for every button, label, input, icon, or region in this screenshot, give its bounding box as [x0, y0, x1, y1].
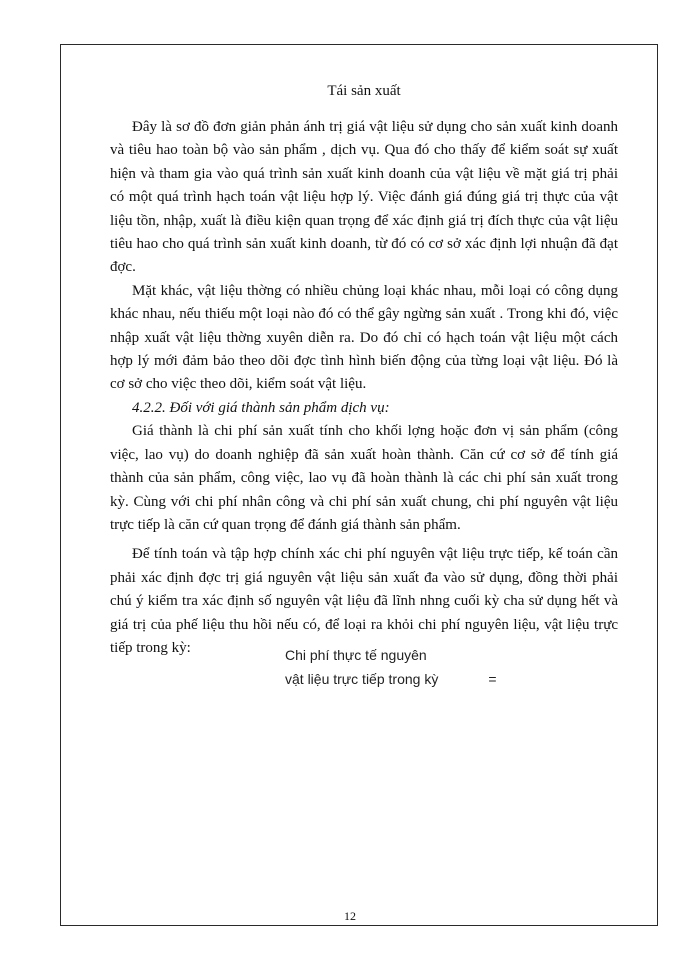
section-heading: Tái sản xuất — [327, 83, 401, 99]
formula-line-1: Chi phí thực tế nguyên — [285, 647, 427, 663]
formula-equals: = — [488, 671, 497, 687]
paragraph-1: Đây là sơ đồ đơn giản phản ánh trị giá vật liệu sử dụng cho sản xuất kinh doanh và tiêu hao toàn bộ vào sản phẩm , dịch vụ. Qua đó cho thấy để kiểm soát sự xuất hiện và tham gia vào quá trình sản xuất kinh doanh của vật liệu về mặt giá trị phải có một quá trình hạch toán vật liệu hợp lý. Việc đánh giá đúng giá trị thực của vật liệu tồn, nhập, xuất là điều kiện quan trọng để xác định giá trị đích thực của vật liệu tiêu hao cho quá trình sản xuất kinh doanh, từ đó có cơ sở xác định lợi nhuận đã đạt đợc. — [110, 119, 618, 276]
formula — [285, 643, 497, 691]
paragraph-3: Giá thành là chi phí sản xuất tính cho khối lợng hoặc đơn vị sản phẩm (công việc, lao vụ) do doanh nghiệp đã sản xuất hoàn thành. Căn cứ cơ sở để tính giá thành của sản phẩm, công việc, lao vụ đã hoàn thành là các chi phí sản xuất trong kỳ. Cùng với chi phí nhân công và chi phí sản xuất chung, chi phí nguyên vật liệu trực tiếp là căn cứ quan trọng để đánh giá thành sản phẩm. — [110, 423, 618, 533]
formula-line-2: vật liệu trực tiếp trong kỳ — [285, 671, 439, 687]
paragraph-4: Để tính toán và tập hợp chính xác chi phí nguyên vật liệu trực tiếp, kế toán cần phải xác định đợc trị giá nguyên vật liệu sản xuất đa vào sử dụng, đồng thời phải chú ý kiểm tra xác định số nguyên vật liệu đã lĩnh nhng cuối kỳ cha sử dụng hết và giá trị của phế liệu thu hồi nếu có, để loại ra khỏi chi phí nguyên liệu, vật liệu trực tiếp trong kỳ: — [110, 546, 618, 656]
paragraph-2: Mặt khác, vật liệu thờng có nhiều chủng loại khác nhau, mỗi loại có công dụng khác nhau, nếu thiếu một loại nào đó có thể gây ngừng sản xuất . Trong khi đó, việc nhập xuất vật liệu thờng xuyên diễn ra. Do đó chỉ có hạch toán vật liệu một cách hợp lý mới đảm bảo theo dõi đợc tình hình biến động của từng loại vật liệu. Đó là cơ sở cho việc theo dõi, kiểm soát vật liệu. — [110, 282, 618, 393]
document-body — [110, 80, 618, 660]
subsection-heading: 4.2.2. Đối với giá thành sản phẩm dịch vụ: — [132, 399, 390, 416]
page-number: 12 — [344, 909, 356, 923]
formula-row-2 — [285, 667, 497, 691]
